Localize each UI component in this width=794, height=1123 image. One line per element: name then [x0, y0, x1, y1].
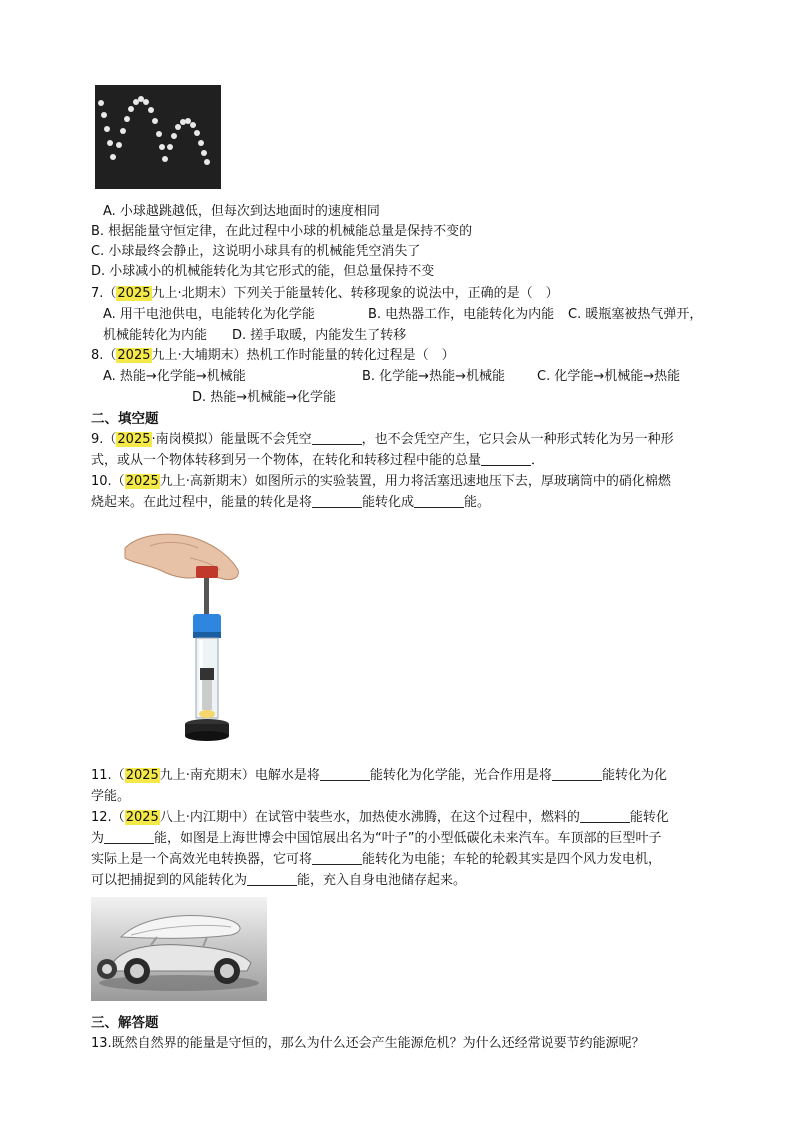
q8-number: 8.（ — [91, 348, 117, 363]
q6-option-a: A. 小球越跳越低，但每次到达地面时的速度相同 — [103, 204, 380, 219]
section-heading-fill-in: 二、填空题 — [91, 411, 159, 427]
q10-line-2 — [91, 494, 490, 512]
q12-text-2a: 为 — [91, 831, 105, 846]
q10-text-2b: 能转化成 — [362, 495, 415, 510]
leaf-car-image — [91, 897, 267, 1001]
q12-text-3b: 能转化为电能；车轮的轮毂其实是四个风力发电机， — [362, 852, 662, 867]
q12-line-1 — [91, 809, 669, 827]
q12-line-2 — [91, 830, 662, 848]
q12-line-4 — [91, 872, 466, 890]
q11-text-1c: 能转化为化 — [601, 768, 667, 783]
q12-text-4b: 能，充入自身电池储存起来。 — [297, 873, 467, 888]
q12-text-3a: 实际上是一个高效光电转换器，它可将 — [91, 852, 313, 867]
q6-option-b: B. 根据能量守恒定律，在此过程中小球的机械能总量是保持不变的 — [91, 224, 473, 239]
q7-option-b: B. 电热器工作，电能转化为内能 — [368, 307, 555, 322]
q7-option-c-cont: 机械能转化为内能 — [103, 328, 208, 343]
q8-option-a: A. 热能→化学能→机械能 — [103, 369, 246, 384]
leaf-car-figure — [91, 897, 267, 1001]
q13-stem: 13.既然自然界的能量是守恒的，那么为什么还会产生能源危机？为什么还经常说要节约能源呢？ — [91, 1036, 645, 1051]
q8-source-text: 九上·大埔期末）热机工作时能量的转化过程是（ ） — [151, 348, 455, 363]
q9-blank-2[interactable] — [481, 452, 531, 466]
q12-line-3 — [91, 851, 661, 869]
q9-text-1b: ，也不会凭空产生，它只会从一种形式转化为另一种形 — [361, 432, 674, 447]
q11-line-1 — [91, 767, 667, 785]
q9-line-1 — [91, 431, 674, 449]
q12-blank-2[interactable] — [104, 830, 154, 844]
q10-year-badge: 2025 — [125, 474, 159, 489]
q12-year-badge: 2025 — [125, 810, 159, 825]
q7-option-a: A. 用干电池供电，电能转化为化学能 — [103, 307, 315, 322]
q12-text-1b: 能转化 — [629, 810, 669, 825]
q11-number: 11.（ — [91, 768, 125, 783]
q11-year-badge: 2025 — [125, 768, 159, 783]
q11-text-1b: 能转化为化学能，光合作用是将 — [369, 768, 552, 783]
q12-blank-4[interactable] — [247, 872, 297, 886]
q7-year-badge: 2025 — [117, 286, 151, 301]
q11-text-1a: 九上·南充期末）电解水是将 — [159, 768, 320, 783]
bouncing-ball-figure — [95, 85, 221, 189]
q8-year-badge: 2025 — [117, 348, 151, 363]
air-piston-figure — [120, 518, 255, 758]
q12-blank-1[interactable] — [580, 809, 630, 823]
q9-year-badge: 2025 — [117, 432, 151, 447]
q7-option-d: D. 搓手取暖，内能发生了转移 — [232, 328, 407, 343]
q7-source-text: 九上·北期末）下列关于能量转化、转移现象的说法中，正确的是（ ） — [151, 286, 559, 301]
q9-line-2 — [91, 452, 544, 470]
q7-number: 7.（ — [91, 286, 117, 301]
q9-text-1a: ·南岗模拟）能量既不会凭空 — [151, 432, 312, 447]
q12-text-4a: 可以把捕捉到的风能转化为 — [91, 873, 248, 888]
section-heading-answer: 三、解答题 — [91, 1015, 159, 1031]
q10-blank-2[interactable] — [414, 494, 464, 508]
q10-text-2a: 烧起来。在此过程中，能量的转化是将 — [91, 495, 313, 510]
q12-text-1a: 八上·内江期中）在试管中装些水，加热使水沸腾，在这个过程中，燃料的 — [159, 810, 580, 825]
q10-number: 10.（ — [91, 474, 125, 489]
q10-text-2c: 能。 — [464, 495, 491, 510]
q6-option-c: C. 小球最终会静止，这说明小球具有的机械能凭空消失了 — [91, 244, 421, 259]
q12-number: 12.（ — [91, 810, 125, 825]
q10-line-1 — [91, 473, 671, 491]
q9-number: 9.（ — [91, 432, 117, 447]
bouncing-ball-image — [95, 85, 221, 189]
q10-text-1: 九上·高新期末）如图所示的实验装置，用力将活塞迅速地压下去，厚玻璃筒中的硝化棉燃 — [159, 474, 671, 489]
q9-text-2a: 式，或从一个物体转移到另一个物体，在转化和转移过程中能的总量 — [91, 453, 482, 468]
q8-stem — [91, 347, 455, 365]
q8-option-b: B. 化学能→热能→机械能 — [362, 369, 505, 384]
q11-text-2: 学能。 — [91, 789, 131, 804]
q9-text-2b: ． — [531, 453, 545, 468]
q8-option-c: C. 化学能→机械能→热能 — [537, 369, 681, 384]
q7-stem — [91, 285, 559, 303]
q10-blank-1[interactable] — [312, 494, 362, 508]
q12-blank-3[interactable] — [312, 851, 362, 865]
air-piston-image — [120, 518, 255, 758]
q7-option-c: C. 暖瓶塞被热气弹开， — [568, 307, 703, 322]
q8-option-d: D. 热能→机械能→化学能 — [192, 390, 337, 405]
q9-blank-1[interactable] — [312, 431, 362, 445]
q12-text-2b: 能，如图是上海世博会中国馆展出名为“叶子”的小型低碳化未来汽车。车顶部的巨型叶子 — [154, 831, 662, 846]
q11-blank-2[interactable] — [552, 767, 602, 781]
q6-option-d: D. 小球减小的机械能转化为其它形式的能，但总量保持不变 — [91, 264, 435, 279]
q11-blank-1[interactable] — [320, 767, 370, 781]
